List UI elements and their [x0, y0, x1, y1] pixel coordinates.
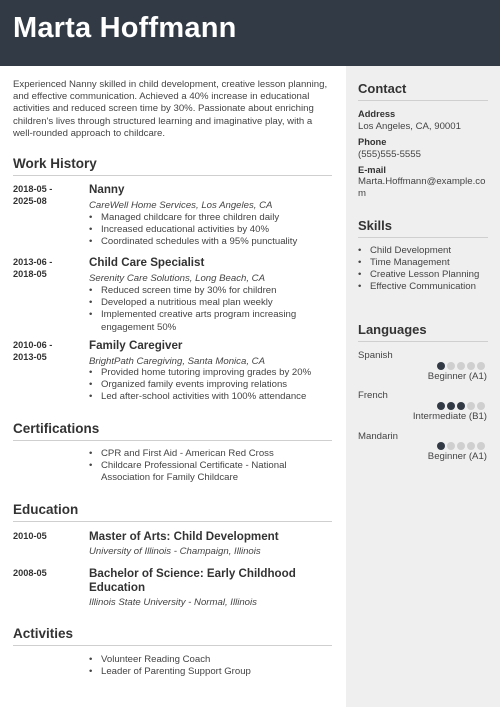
- proficiency-dot-empty: [447, 362, 455, 370]
- education-date: 2008-05: [13, 568, 47, 578]
- language-name: Spanish: [358, 350, 393, 361]
- job-date-start: 2018-05 -: [13, 184, 53, 194]
- certifications-heading: Certifications: [13, 421, 100, 436]
- proficiency-dot-empty: [477, 402, 485, 410]
- language-level: Beginner (A1): [427, 371, 487, 382]
- proficiency-dot-filled: [437, 442, 445, 450]
- skills-list: [358, 245, 490, 293]
- list-item: • Developed a nutritious meal plan weekly: [89, 297, 334, 309]
- job-date-start: 2010-06 -: [13, 340, 53, 350]
- list-item: • CPR and First Aid - American Red Cross: [89, 448, 334, 460]
- proficiency-dot-empty: [467, 442, 475, 450]
- proficiency-dot-filled: [457, 402, 465, 410]
- job-date-end: 2013-05: [13, 351, 47, 362]
- candidate-name: Marta Hoffmann: [13, 12, 237, 44]
- job-bullets: [89, 367, 334, 404]
- education-heading: Education: [13, 502, 79, 517]
- proficiency-dot-empty: [477, 362, 485, 370]
- email-value: Marta.Hoffmann@example.com: [358, 176, 486, 200]
- job-date: [13, 340, 73, 363]
- language-proficiency-dots: [437, 362, 487, 370]
- activities-list: [89, 654, 334, 678]
- professional-summary: Experienced Nanny skilled in child development, creative lesson planning, and effective communication. Achieved a 40% increase in educational activities and reduced screen time by 30%. Passionate about enriching children's lives through structured learning and imaginative play, with a well-rounded approach to childcare.: [13, 79, 328, 139]
- list-item: • Effective Communication: [358, 281, 490, 293]
- list-item: • Time Management: [358, 257, 490, 269]
- job-date-end: 2018-05: [13, 268, 47, 279]
- school-name: University of Illinois - Champaign, Illinois: [89, 546, 261, 557]
- section-divider: [13, 645, 332, 646]
- proficiency-dot-empty: [457, 442, 465, 450]
- job-date-start: 2013-06 -: [13, 257, 53, 267]
- job-title: Nanny: [89, 183, 125, 196]
- proficiency-dot-empty: [457, 362, 465, 370]
- address-label: Address: [358, 109, 396, 119]
- language-proficiency-dots: [437, 402, 487, 410]
- language-level: Beginner (A1): [427, 451, 487, 462]
- job-title: Family Caregiver: [89, 339, 183, 352]
- proficiency-dot-empty: [477, 442, 485, 450]
- work-history-heading: Work History: [13, 156, 97, 171]
- list-item: • Leader of Parenting Support Group: [89, 666, 334, 678]
- section-divider: [13, 521, 332, 522]
- language-proficiency-dots: [437, 442, 487, 450]
- list-item: • Reduced screen time by 30% for children: [89, 285, 334, 297]
- list-item: • Provided home tutoring improving grades by 20%: [89, 367, 334, 379]
- list-item: • Increased educational activities by 40%: [89, 224, 334, 236]
- school-name: Illinois State University - Normal, Illinois: [89, 597, 257, 608]
- job-date: [13, 184, 73, 207]
- resume-header: [0, 0, 500, 66]
- list-item: • Managed childcare for three children daily: [89, 212, 334, 224]
- list-item: • Child Development: [358, 245, 490, 257]
- section-divider: [358, 100, 488, 101]
- list-item: • Implemented creative arts program increasing engagement 50%: [89, 309, 334, 333]
- section-divider: [13, 175, 332, 176]
- email-label: E-mail: [358, 165, 386, 175]
- section-divider: [13, 440, 332, 441]
- job-company: BrightPath Caregiving, Santa Monica, CA: [89, 356, 265, 367]
- list-item: • Childcare Professional Certificate - National Association for Family Childcare: [89, 460, 334, 484]
- skills-heading: Skills: [358, 218, 392, 233]
- activities-heading: Activities: [13, 626, 74, 641]
- degree-title: Bachelor of Science: Early Childhood Education: [89, 567, 296, 594]
- list-item: • Creative Lesson Planning: [358, 269, 490, 281]
- language-name: French: [358, 390, 388, 401]
- contact-heading: Contact: [358, 81, 407, 96]
- section-divider: [358, 341, 488, 342]
- list-item: • Coordinated schedules with a 95% punctuality: [89, 236, 334, 248]
- proficiency-dot-empty: [467, 362, 475, 370]
- proficiency-dot-empty: [447, 442, 455, 450]
- section-divider: [358, 237, 488, 238]
- proficiency-dot-filled: [447, 402, 455, 410]
- list-item: • Organized family events improving relations: [89, 379, 334, 391]
- sidebar: [346, 66, 500, 707]
- proficiency-dot-empty: [467, 402, 475, 410]
- job-company: CareWell Home Services, Los Angeles, CA: [89, 200, 273, 211]
- job-title: Child Care Specialist: [89, 256, 205, 269]
- list-item: • Volunteer Reading Coach: [89, 654, 334, 666]
- degree-title: Master of Arts: Child Development: [89, 530, 279, 543]
- phone-label: Phone: [358, 137, 387, 147]
- language-level: Intermediate (B1): [412, 411, 487, 422]
- job-date: [13, 257, 73, 280]
- job-bullets: [89, 212, 334, 249]
- address-value: Los Angeles, CA, 90001: [358, 121, 461, 132]
- list-item: • Led after-school activities with 100% attendance: [89, 391, 334, 403]
- job-company: Serenity Care Solutions, Long Beach, CA: [89, 273, 265, 284]
- proficiency-dot-filled: [437, 362, 445, 370]
- job-bullets: [89, 285, 334, 334]
- proficiency-dot-filled: [437, 402, 445, 410]
- language-name: Mandarin: [358, 431, 398, 442]
- phone-value: (555)555-5555: [358, 149, 421, 160]
- certification-list: [89, 448, 334, 485]
- languages-heading: Languages: [358, 322, 427, 337]
- job-date-end: 2025-08: [13, 195, 47, 206]
- education-date: 2010-05: [13, 531, 47, 541]
